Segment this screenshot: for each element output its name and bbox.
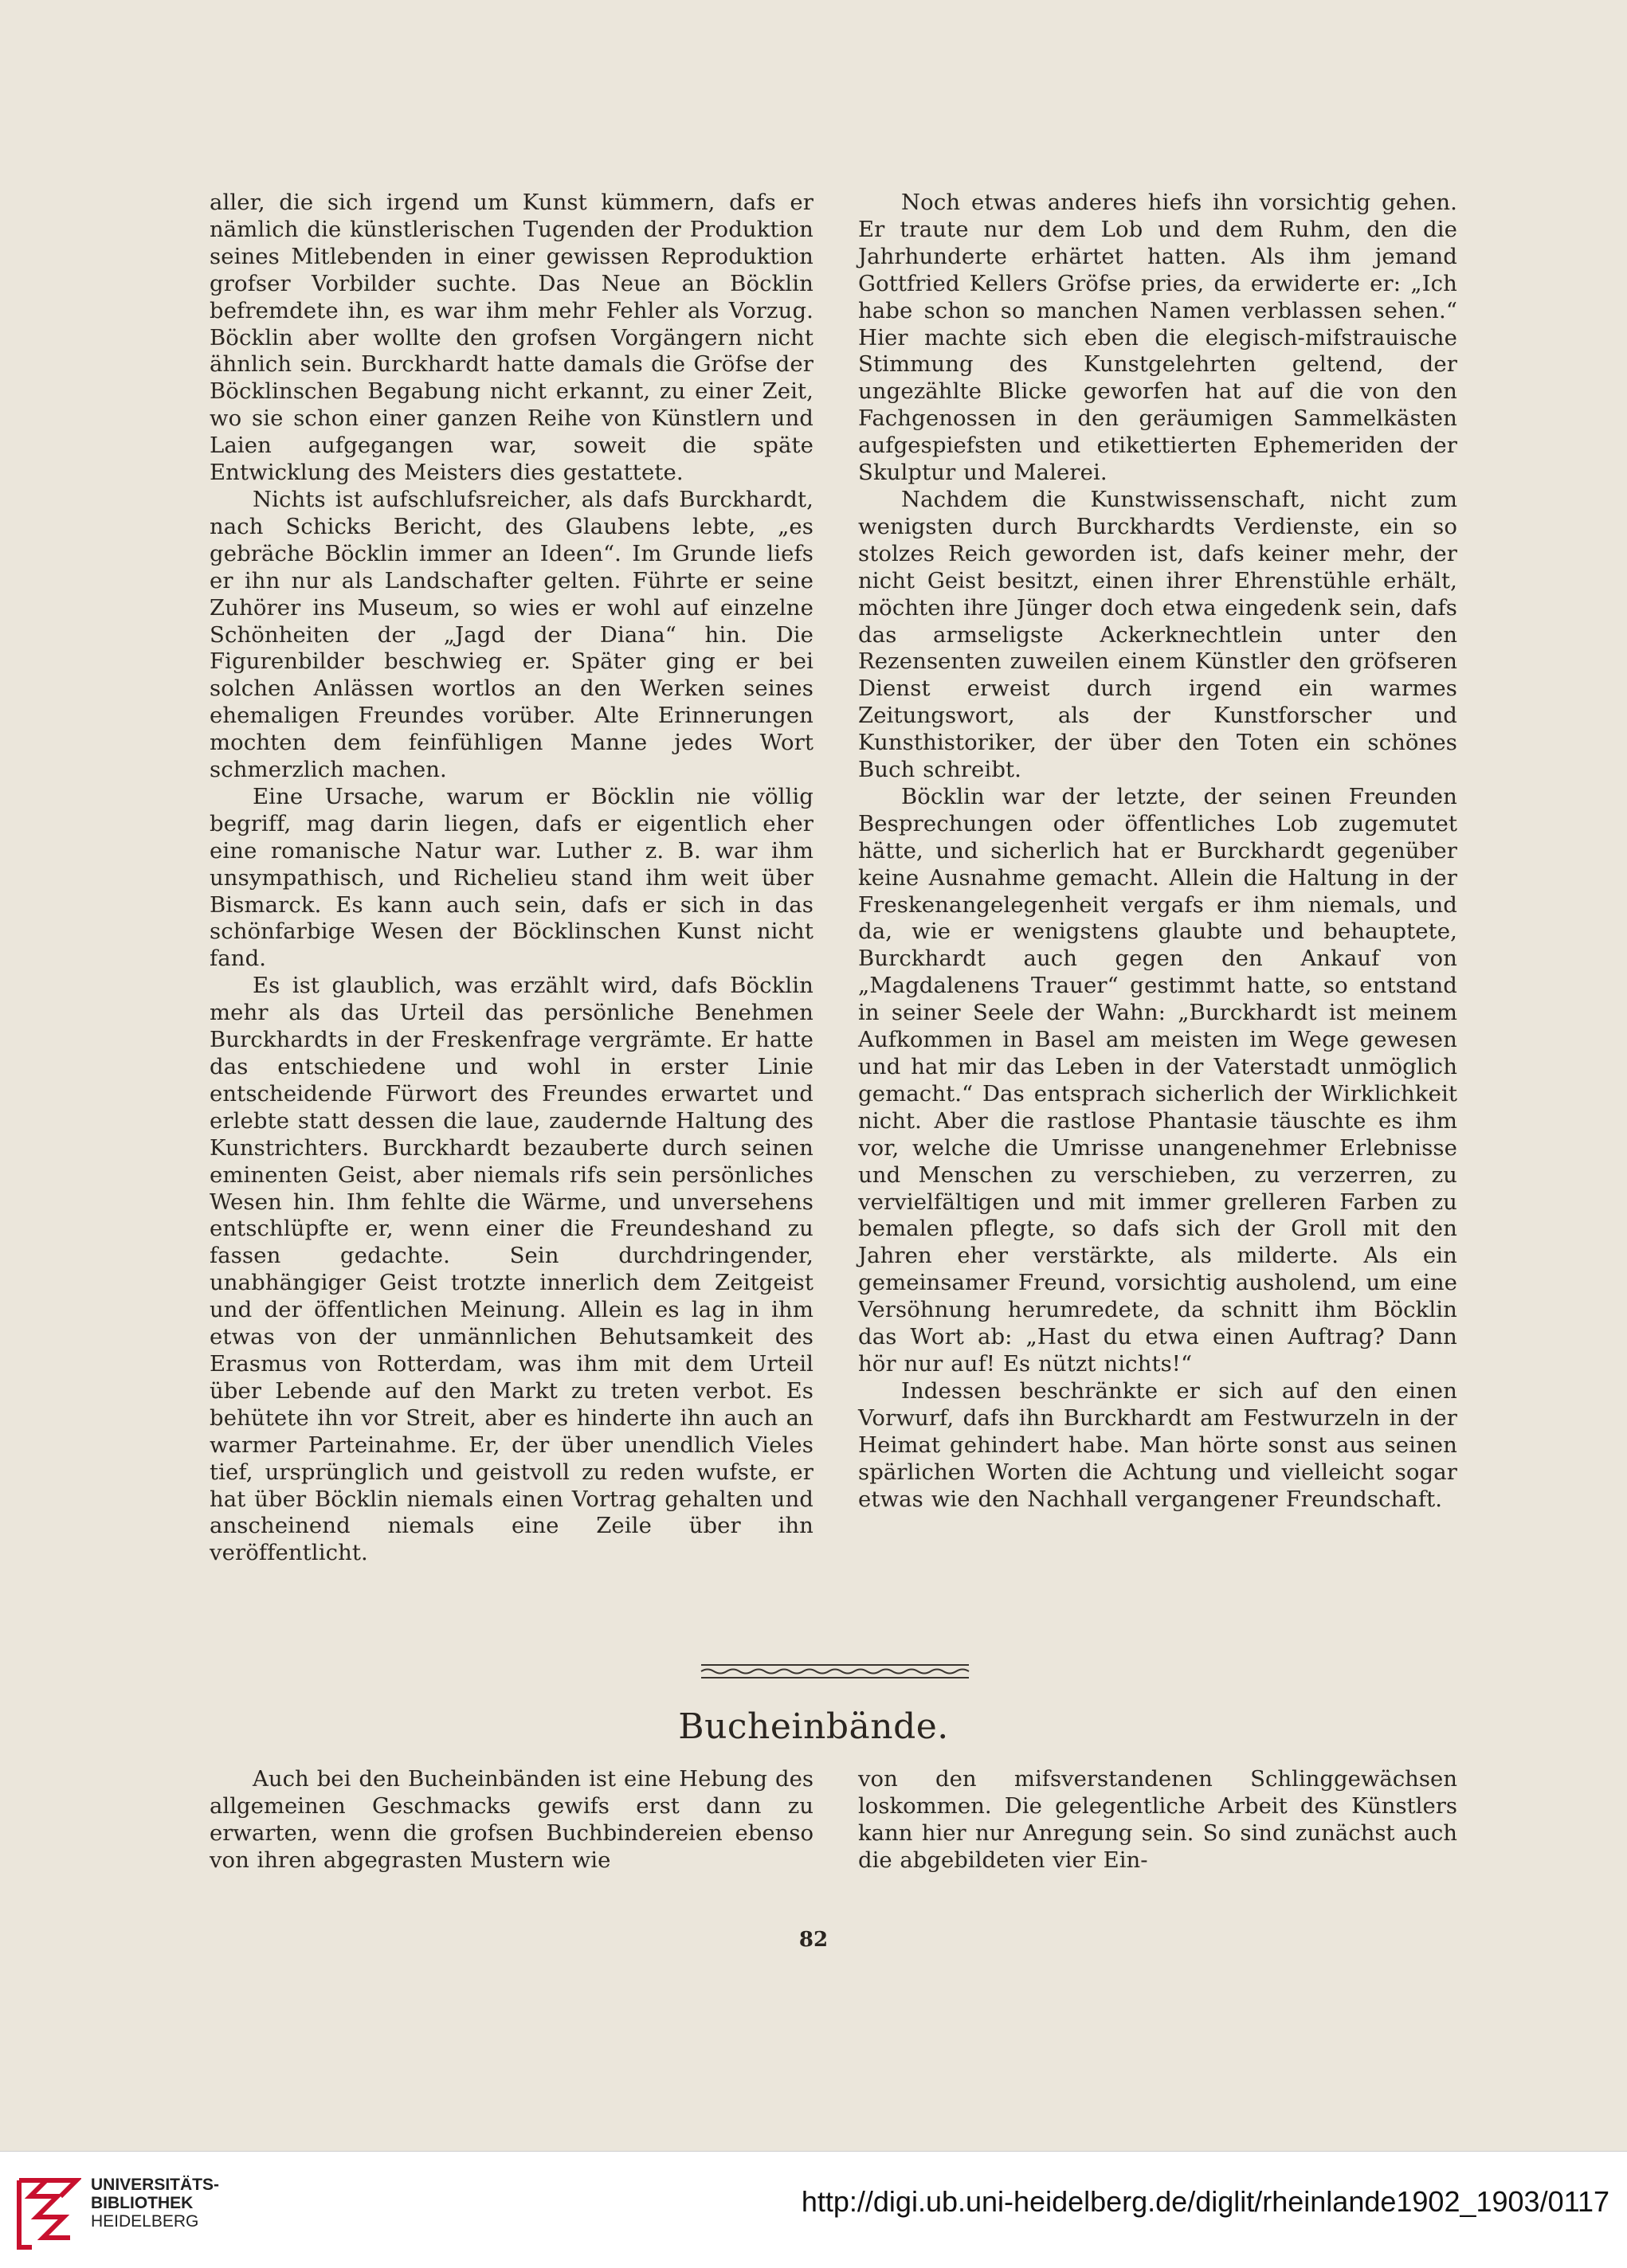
- paragraph: Indessen beschränkte er sich auf den einen Vorwurf, dafs ihn Burckhardt am Festwurzeln in der Heimat gehindert habe. Man hörte sonst aus seinen spärlichen Worten die Achtung und vielleicht sogar etwas wie den Nachhall vergangener Freundschaft.: [858, 1377, 1457, 1512]
- footer-bar: [0, 2151, 1627, 2268]
- permalink-url[interactable]: http://digi.ub.uni-heidelberg.de/diglit/rheinlande1902_1903/0117: [801, 2185, 1609, 2218]
- paragraph: Böcklin war der letzte, der seinen Freunden Besprechungen oder öffentliches Lob zugemutet hätte, und sicherlich hat er Burckhardt gegenüber keine Ausnahme gemacht. Allein die Haltung in der Freskenangelegenheit vergafs er ihm niemals, und da, wie er wenigstens glaubte und behauptete, Burckhardt auch gegen den Ankauf von „Magdalenens Trauer“ gestimmt hatte, so entstand in seiner Seele der Wahn: „Burckhardt ist meinem Aufkommen in Basel am meisten im Wege gewesen und hat mir das Leben in der Vaterstadt unmöglich gemacht.“ Das entsprach sicherlich der Wirklichkeit nicht. Aber die rastlose Phantasie täuschte es ihm vor, welche die Umrisse unangenehmer Erlebnisse und Menschen zu verschieben, zu verzerren, zu vervielfältigen und mit immer grelleren Farben zu bemalen pflegte, so dafs sich der Groll mit den Jahren eher verstärkte, als milderte. Als ein gemeinsamer Freund, vorsichtig ausholend, um eine Versöhnung herumredete, da schnitt ihm Böcklin das Wort ab: „Hast du etwa einen Auftrag? Dann hör nur auf! Es nützt nichts!“: [858, 783, 1457, 1377]
- paragraph: Es ist glaublich, was erzählt wird, dafs Böcklin mehr als das Urteil das persönliche Benehmen Burckhardts in der Freskenfrage vergrämte. Er hatte das entschiedene und wohl in erster Linie entscheidende Fürwort des Freundes erwartet und erlebte statt dessen die laue, zaudernde Haltung des Kunstrichters. Burckhardt bezauberte durch seinen eminenten Geist, aber niemals rifs sein persönliches Wesen hin. Ihm fehlte die Wärme, und unversehens entschlüpfte er, wenn einer die Freundeshand zu fassen gedachte. Sein durchdringender, unabhängiger Geist trotzte innerlich dem Zeitgeist und der öffentlichen Meinung. Allein es lag in ihm etwas von der unmännlichen Behutsamkeit des Erasmus von Rotterdam, was ihm mit dem Urteil über Lebende auf den Markt zu treten verbot. Es behütete ihn vor Streit, aber es hinderte ihn auch an warmer Parteinahme. Er, der über unendlich Vieles tief, ursprünglich und geistvoll zu reden wufste, er hat über Böcklin niemals einen Vortrag gehalten und anscheinend niemals eine Zeile über ihn veröffentlicht.: [210, 973, 814, 1566]
- left-column: [210, 190, 814, 1567]
- library-name: [91, 2176, 219, 2231]
- paragraph: Auch bei den Bucheinbänden ist eine Hebung des allgemeinen Geschmacks gewifs erst dann zu erwarten, wenn die grofsen Buchbindereien ebenso von ihren abgegrasten Mustern wie: [210, 1766, 814, 1873]
- wavy-divider-ornament: [700, 1661, 970, 1682]
- university-library-logo-icon: [14, 2168, 81, 2254]
- section-right-column: [858, 1766, 1457, 1874]
- paragraph: aller, die sich irgend um Kunst kümmern, dafs er nämlich die künstlerischen Tugenden der Produktion seines Mitlebenden in einer gewissen Reproduktion grofser Vorbilder suchte. Das Neue an Böcklin befremdete ihn, es war ihm mehr Fehler als Vorzug. Böcklin aber wollte den grofsen Vorgängern nicht ähnlich sein. Burckhardt hatte damals die Gröfse der Böcklinschen Begabung nicht erkannt, zu einer Zeit, wo sie schon einer ganzen Reihe von Künstlern und Laien aufgegangen war, soweit die späte Entwicklung des Meisters dies gestattete.: [210, 190, 814, 486]
- paragraph: von den mifsverstandenen Schlinggewächsen loskommen. Die gelegentliche Arbeit des Künstlers kann hier nur Anregung sein. So sind zunächst auch die abgebildeten vier Ein-: [858, 1766, 1457, 1873]
- library-name-line: HEIDELBERG: [91, 2212, 199, 2231]
- right-column: [858, 190, 1457, 1513]
- paragraph: Nichts ist aufschlufsreicher, als dafs Burckhardt, nach Schicks Bericht, des Glaubens lebte, „es gebräche Böcklin immer an Ideen“. Im Grunde liefs er ihn nur als Landschafter gelten. Führte er seine Zuhörer ins Museum, so wies er wohl auf einzelne Schönheiten der „Jagd der Diana“ hin. Die Figurenbilder beschwieg er. Später ging er bei solchen Anlässen wortlos an den Werken seines ehemaligen Freundes vorüber. Alte Erinnerungen mochten dem feinfühligen Manne jedes Wort schmerzlich machen.: [210, 486, 814, 783]
- paragraph: Nachdem die Kunstwissenschaft, nicht zum wenigsten durch Burckhardts Verdienste, ein so stolzes Reich geworden ist, dafs keiner mehr, der nicht Geist besitzt, einen ihrer Ehrenstühle erhält, möchten ihre Jünger doch etwa eingedenk sein, dafs das armseligste Ackerknechtlein unter den Rezensenten zuweilen einem Künstler den gröfseren Dienst erweist durch irgend ein warmes Zeitungswort, als der Kunstforscher und Kunsthistoriker, der über den Toten ein schönes Buch schreibt.: [858, 486, 1457, 783]
- section-title: Bucheinbände.: [678, 1706, 949, 1747]
- paragraph: Noch etwas anderes hiefs ihn vorsichtig gehen. Er traute nur dem Lob und dem Ruhm, den die Jahrhunderte erhärtet hatten. Als ihm jemand Gottfried Kellers Gröfse pries, da erwiderte er: „Ich habe schon so manchen Namen verblassen sehen.“ Hier machte sich eben die elegisch-mifstrauische Stimmung des Kunstgelehrten geltend, der ungezählte Blicke geworfen hat auf die von den Fachgenossen in den geräumigen Sammelkästen aufgespiefsten und etikettierten Ephemeriden der Skulptur und Malerei.: [858, 190, 1457, 486]
- paragraph: Eine Ursache, warum er Böcklin nie völlig begriff, mag darin liegen, dafs er eigentlich eher eine romanische Natur war. Luther z. B. war ihm unsympathisch, und Richelieu stand ihm weit über Bismarck. Es kann auch sein, dafs er sich in das schönfarbige Wesen der Böcklinschen Kunst nicht fand.: [210, 783, 814, 972]
- page-number: 82: [798, 1928, 829, 1952]
- section-left-column: [210, 1766, 814, 1874]
- library-name-line: BIBLIOTHEK: [91, 2194, 194, 2212]
- library-name-line: UNIVERSITÄTS-: [91, 2176, 220, 2194]
